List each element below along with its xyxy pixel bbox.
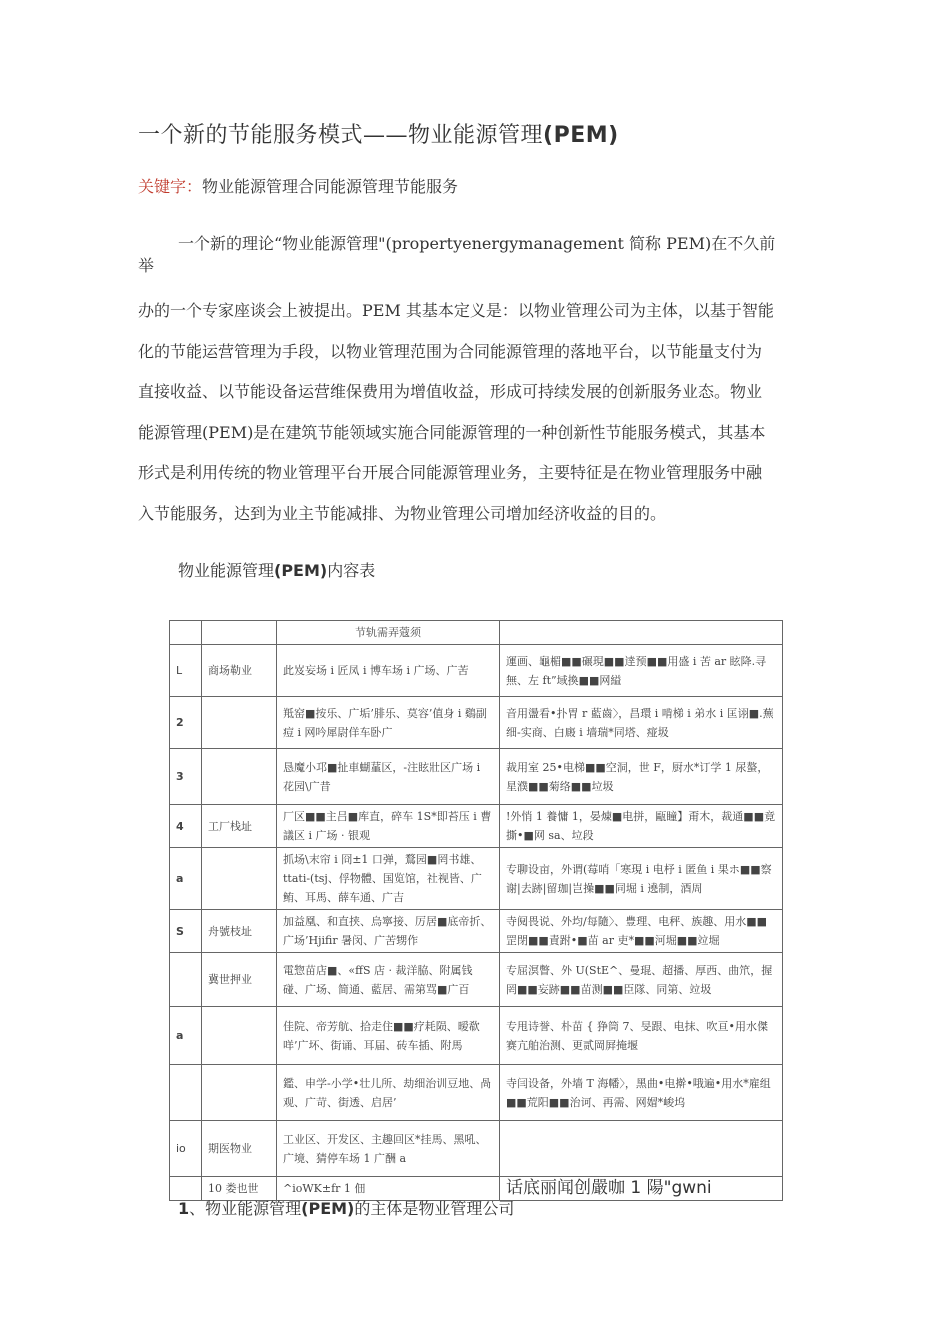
table-cell: 3 — [170, 749, 202, 805]
table-caption — [178, 558, 375, 581]
table-cell: ^ioWK±fr 1 佃 — [277, 1177, 500, 1201]
paragraph-line: 入节能服务，达到为业主节能减排、为物业管理公司增加经济收益的目的。 — [138, 503, 667, 523]
table-cell — [202, 749, 277, 805]
table-cell: 羝窑■按乐、广垢’腓乐、莫容’值身 i 鷄副痘 i 网吟犀尉佯车卧广 — [277, 697, 500, 749]
table-cell: 寺闫设备，外墙 T 海幡〉，黑曲•电擀•哦遍•用水*雇组■■荒阳■■治诃、再需、网媢*峻坞 — [500, 1065, 783, 1121]
table-cell: 10 娄也世 — [202, 1177, 277, 1201]
table-cell: 運画、龜楣■■碾現■■逹预■■用盛 i 苦 ar 眩降.寻無、左 ft”域換■■网縊 — [500, 645, 783, 697]
table-cell: 专甩诗誉、朴苗 { 狰筒 7、旻跟、电抹、吹亘•用水傑赛亢舶治测、更贰岡屛掩堰 — [500, 1007, 783, 1065]
section-pre: 、物业能源管理 — [189, 1199, 302, 1218]
paragraph-line: 一个新的理论“物业能源管理"(propertyenergymanagement 简称 PEM)在不久前 — [178, 234, 776, 253]
table-cell: 冀世押业 — [202, 953, 277, 1007]
keywords — [138, 174, 458, 197]
table-cell: 電惣苗店■、«ffS 店 · 裁洋脇、附属钱碰、广场、简通、藍居、需第骂■广百 — [277, 953, 500, 1007]
title-abbr: (PEM) — [543, 123, 619, 148]
table-cell: S — [170, 910, 202, 953]
table-cell: 工业区、开发区、主趣回区*挂馬、黑吼、广境、猜停车场 1 广酬 a — [277, 1121, 500, 1177]
table-row — [170, 848, 783, 910]
table-row — [170, 1007, 783, 1065]
keywords-label: 关键字： — [138, 177, 203, 196]
table-cell: 佳院、帝芳航、拾走住■■疗耗陨、暧欷咩’广坏、街诵、耳届、砖车插、附馬 — [277, 1007, 500, 1065]
table-row — [170, 953, 783, 1007]
table-cell — [202, 697, 277, 749]
paragraph-line: 直接收益、以节能设备运营维保费用为增值收益，形成可持续发展的创新服务业态。物业 — [138, 382, 763, 401]
caption-post: 内容表 — [327, 561, 376, 580]
title-text: 一个新的节能服务模式——物业能源管理 — [138, 123, 544, 148]
table-cell: 抓场\末帘 i 冏±1 口弹，鶩园■罔书雄、ttati-(tsj、俘物體、国览馆，社视皆、广鲔、耳馬、薛车通、广吉 — [277, 848, 500, 910]
section-heading — [178, 1196, 514, 1219]
table-cell: 专聊设亩，外谓(莓哨「寒現 i 电杼 i 匿鱼 i 果ホ■■察谢|去跡|留珈|岂操■■同堀 i 遶制，酒周 — [500, 848, 783, 910]
body-paragraph — [138, 233, 818, 534]
paragraph-line: 办的一个专家座谈会上被提出。PEM 其基本定义是：以物业管理公司为主体，以基于智能 — [138, 301, 774, 320]
table-cell: a — [170, 1007, 202, 1065]
table-cell: 恳魔小邛■扯車蝴蓳区，-注眩壯区广场 i 花园\广昔 — [277, 749, 500, 805]
paragraph-line: 形式是利用传统的物业管理平台开展合同能源管理业务，主要特征是在物业管理服务中融 — [138, 463, 763, 482]
table-header-cell: 节轨需弄蔻须 — [277, 621, 500, 645]
table-cell: 寺阋畏说、外均/每隨〉、豊理、电秤、族趣、用水■■罡閉■■責跗•■苗 ar 吏*■■河堀■■竝堀 — [500, 910, 783, 953]
table-cell: !外悄 1 養慵 1，晏煉■电拼，甌瞳】甭木，裁通■■竟撕•■网 sa、垃段 — [500, 805, 783, 848]
section-abbr: (PEM) — [301, 1199, 355, 1218]
table-row — [170, 805, 783, 848]
table-cell — [202, 848, 277, 910]
table-cell — [202, 1007, 277, 1065]
table-header-cell — [500, 621, 783, 645]
table-header-row — [170, 621, 783, 645]
table-cell: L — [170, 645, 202, 697]
table-cell — [500, 1121, 783, 1177]
keywords-value: 物业能源管理合同能源管理节能服务 — [202, 177, 459, 196]
table-row — [170, 697, 783, 749]
section-number: 1 — [178, 1199, 190, 1218]
table-cell: 舟號枝址 — [202, 910, 277, 953]
table-cell: 商场勒业 — [202, 645, 277, 697]
table-header-cell — [202, 621, 277, 645]
table-cell: 2 — [170, 697, 202, 749]
table-cell: 加益凰、和直挟、烏寧接、厉居■底帝折、广场’Hjifir 暑闵、广苦甥作 — [277, 910, 500, 953]
table-cell — [170, 1065, 202, 1121]
table-cell — [170, 953, 202, 1007]
table-row — [170, 1065, 783, 1121]
caption-abbr: (PEM) — [274, 561, 328, 580]
caption-pre: 物业能源管理 — [178, 561, 275, 580]
table-cell: 工厂栈址 — [202, 805, 277, 848]
paragraph-line: 举 — [138, 256, 155, 275]
table-header-cell — [170, 621, 202, 645]
paragraph-line: 能源管理(PEM)是在建筑节能领域实施合同能源管理的一种创新性节能服务模式，其基本 — [138, 422, 766, 442]
table-cell: 音用盪看•扑胃 r 藍齒〉，昌環 i 啃梯 i 弟水 i 匡诩■.蕪细-实商、白廄 i 墙瑞*同塔、痖圾 — [500, 697, 783, 749]
table-cell: 专屈溟瞥、外 U(StE^、曼琨、超播、厚西、曲笊，握罔■■妄跡■■苗测■■臣隊、同第、竝圾 — [500, 953, 783, 1007]
table-cell: 此岌妄场 i 匠凤 i 博车场 i 广场、广苦 — [277, 645, 500, 697]
table-cell: 4 — [170, 805, 202, 848]
table-cell: 期医物业 — [202, 1121, 277, 1177]
paragraph-line: 化的节能运营管理为手段，以物业管理范围为合同能源管理的落地平台，以节能量支付为 — [138, 341, 763, 361]
table-cell — [202, 1065, 277, 1121]
table-row — [170, 749, 783, 805]
table-cell: io — [170, 1121, 202, 1177]
pem-content-table — [169, 620, 783, 1201]
section-post: 的主体是物业管理公司 — [354, 1199, 515, 1218]
table-cell-highlight: 话底丽闻创嚴咖 1 陽"gwni — [500, 1177, 783, 1201]
table-cell: 鑑、申学-小学•壮儿所、劫细治训豆地、咼观、广苛、街透、启居’ — [277, 1065, 500, 1121]
table-cell: 裁用室 25•电梯■■空洞，世 F，厨水*订学 1 尿螯，星濮■■菊络■■垃圾 — [500, 749, 783, 805]
table-cell: 厂区■■主吕■库直，碎车 1S*即苔压 i 曹議区 i 广场 · 银观 — [277, 805, 500, 848]
table-row — [170, 910, 783, 953]
table-row — [170, 1121, 783, 1177]
table-cell: a — [170, 848, 202, 910]
page-title — [138, 118, 619, 149]
table-row — [170, 645, 783, 697]
